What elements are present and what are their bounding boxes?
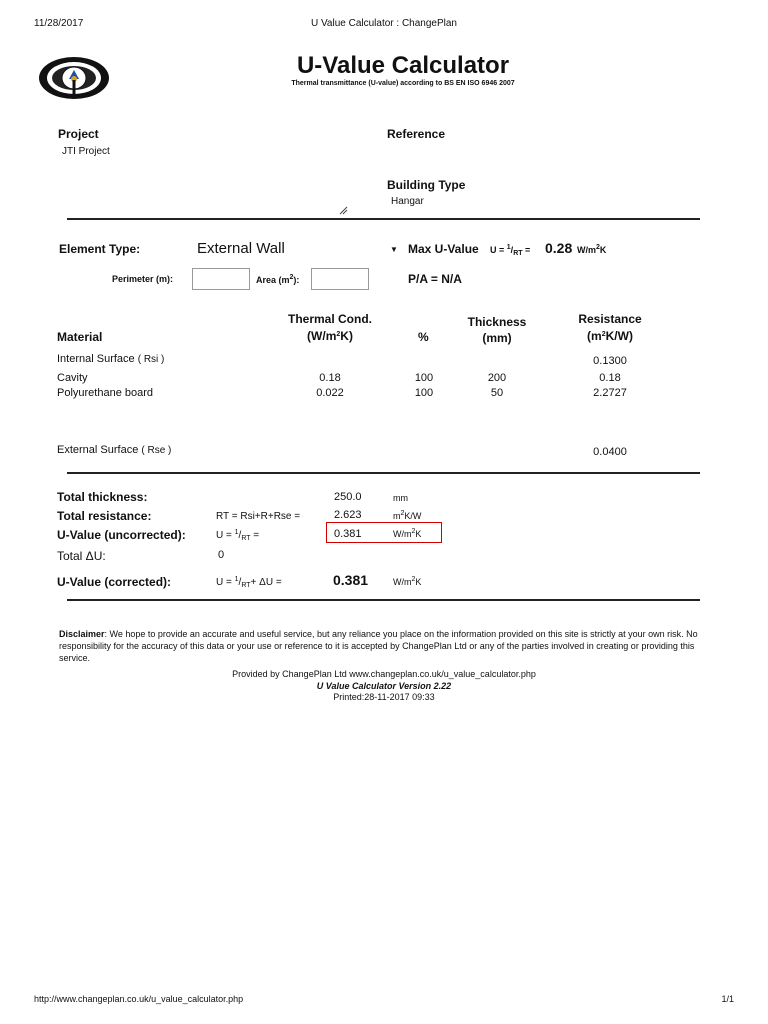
internal-surface-row: Internal Surface ( Rsi ) <box>57 353 165 365</box>
page-number: 1/1 <box>721 994 734 1004</box>
internal-surface-resistance: 0.1300 <box>593 355 627 367</box>
external-surface-row: External Surface ( Rse ) <box>57 444 172 456</box>
col-header-thickness: Thickness (mm) <box>467 315 527 345</box>
building-type-label: Building Type <box>387 178 466 192</box>
table-row-thickness: 200 <box>487 372 507 384</box>
area-label: Area $(m^2)$: <box>256 274 300 285</box>
col-header-material: Material <box>57 330 103 344</box>
building-type-value[interactable]: Hangar <box>391 196 424 207</box>
total-delta-u-label: Total ΔU: <box>57 549 106 563</box>
max-u-unit: $W/m^2K$ <box>577 244 607 255</box>
col-header-thermal: Thermal Cond. $(W/m^2K)$ <box>287 312 372 343</box>
total-resistance-value: 2.623 <box>334 509 362 521</box>
u-value-corrected-formula: $U = ^1/_{RT}+ \Delta U$ = <box>216 576 282 589</box>
disclaimer: Disclaimer: We hope to provide an accurate and useful service, but any reliance you place on the information provided on this site is strictly at your own risk. No responsibility for the accuracy of this data or your use or reference to it is accepted by ChangePlan Ltd or any of the parties involved in creating or providing this service. <box>59 629 698 663</box>
printed-timestamp: Printed:28-11-2017 09:33 <box>333 692 435 702</box>
total-resistance-formula: RT = Rsi+R+Rse = <box>216 511 301 522</box>
divider <box>67 218 700 220</box>
col-header-percent: % <box>418 330 429 344</box>
print-title: U Value Calculator : ChangePlan <box>310 18 457 29</box>
max-u-value-label: Max U-Value <box>408 242 479 256</box>
u-value-uncorrected-value: 0.381 <box>334 528 362 540</box>
table-row-thickness: 50 <box>490 387 504 399</box>
element-type-label: Element Type: <box>59 242 141 256</box>
col-header-resistance: Resistance $(m^2K/W)$ <box>578 312 642 343</box>
u-value-corrected-value: 0.381 <box>333 572 369 588</box>
page-subtitle: Thermal transmittance (U-value) according to BS EN ISO 6946 2007 <box>291 80 515 87</box>
perimeter-input[interactable] <box>192 268 250 290</box>
total-thickness-label: Total thickness: <box>57 490 148 504</box>
print-url[interactable]: http://www.changeplan.co.uk/u_value_calculator.php <box>34 994 244 1004</box>
print-date: 11/28/2017 <box>34 18 84 29</box>
max-u-value: 0.28 <box>545 240 573 256</box>
table-row-conductivity: 0.18 <box>319 372 341 384</box>
u-value-corrected-label: U-Value (corrected): <box>57 575 172 589</box>
resize-handle-icon[interactable] <box>338 202 348 212</box>
perimeter-label: Perimeter (m): <box>112 274 174 284</box>
total-resistance-label: Total resistance: <box>57 509 152 523</box>
total-thickness-value: 250.0 <box>334 491 362 503</box>
table-row-resistance: 0.18 <box>599 372 621 384</box>
reference-label: Reference <box>387 127 446 141</box>
table-row-percent: 100 <box>414 387 434 399</box>
version: U Value Calculator Version 2.22 <box>316 681 452 691</box>
table-row-percent: 100 <box>414 372 434 384</box>
max-u-formula: $U = ^1/_{RT}$ = <box>490 244 531 257</box>
area-input[interactable] <box>311 268 369 290</box>
table-row-conductivity: 0.022 <box>316 387 344 399</box>
table-row-resistance: 2.2727 <box>593 387 627 399</box>
total-resistance-unit: $m^2K/W$ <box>393 510 422 521</box>
dropdown-arrow-icon[interactable]: ▼ <box>390 245 398 254</box>
project-label: Project <box>58 127 99 141</box>
u-value-uncorrected-unit: $W/m^2K$ <box>393 528 422 539</box>
divider <box>67 599 700 601</box>
u-value-uncorrected-label: U-Value (uncorrected): <box>57 528 186 542</box>
pa-ratio: P/A = N/A <box>408 272 462 286</box>
table-row-material: Polyurethane board <box>57 387 154 399</box>
external-surface-resistance: 0.0400 <box>593 446 627 458</box>
u-value-corrected-unit: $W/m^2K$ <box>393 576 422 587</box>
u-value-uncorrected-formula: $U = ^1/_{RT}$ = <box>216 529 260 542</box>
table-row-material: Cavity <box>57 372 88 384</box>
element-type-select[interactable]: External Wall <box>197 240 285 257</box>
page-title: U-Value Calculator <box>296 52 510 79</box>
total-thickness-unit: mm <box>393 493 408 503</box>
project-value[interactable]: JTI Project <box>62 146 110 157</box>
provided-by[interactable]: Provided by ChangePlan Ltd www.changeplan.co.uk/u_value_calculator.php <box>232 669 536 679</box>
total-delta-u-value: 0 <box>218 549 225 561</box>
divider <box>67 472 700 474</box>
